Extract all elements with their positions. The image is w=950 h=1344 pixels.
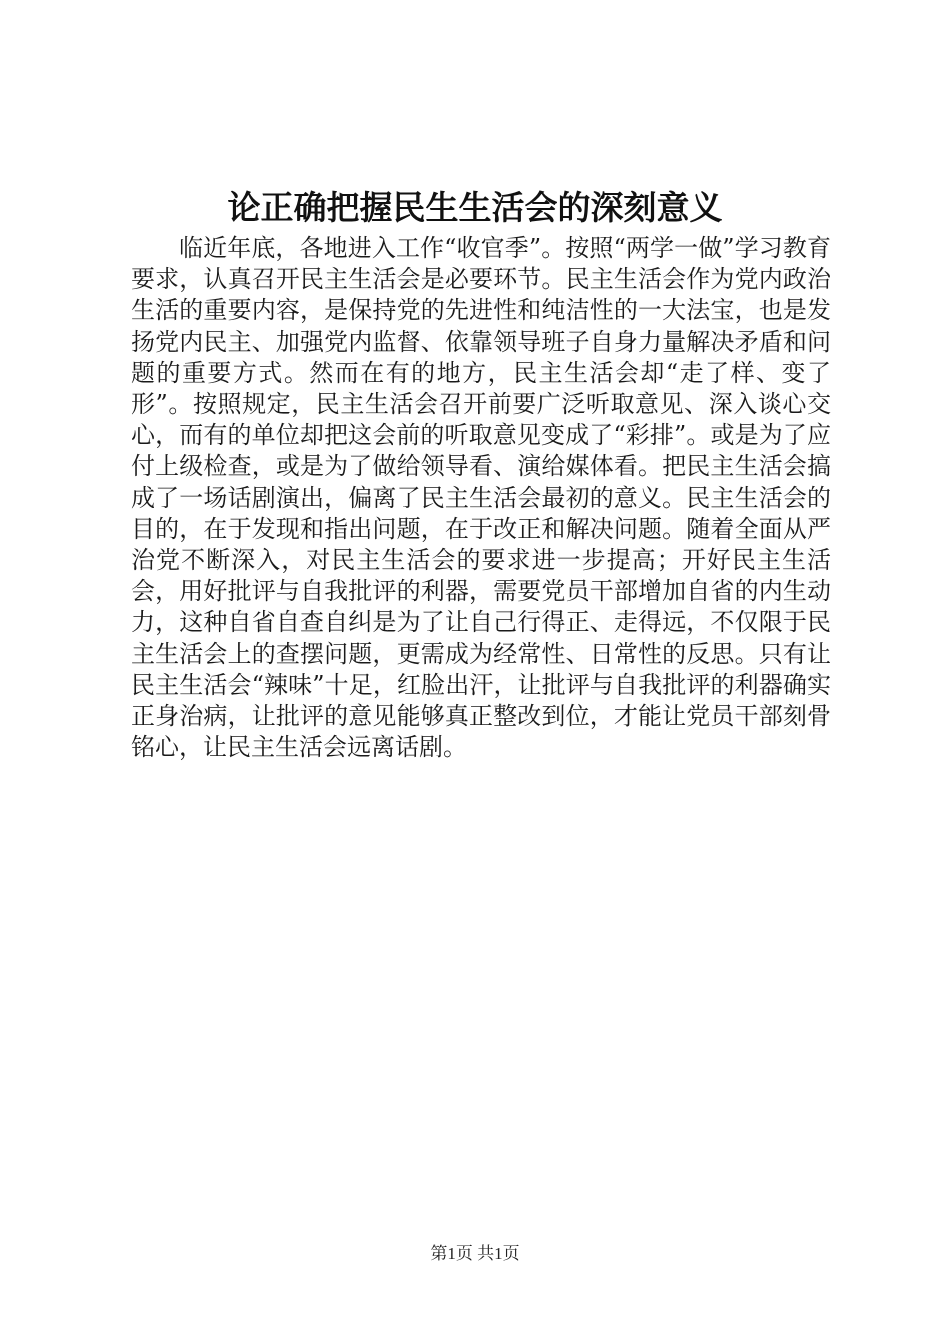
- document-title: 论正确把握民生生活会的深刻意义: [227, 188, 723, 227]
- page-footer: 第1页 共1页: [430, 1244, 520, 1263]
- body-paragraph: 临近年底，各地进入工作“收官季”。按照“两学一做”学习教育要求，认真召开民主生活会是必要环节。民主生活会作为党内政治生活的重要内容，是保持党的先进性和纯洁性的一大法宝，也是发扬党内民主、加强党内监督、依靠领导班子自身力量解决矛盾和问题的重要方式。然而在有的地方，民主生活会却“走了样、变了形”。按照规定，民主生活会召开前要广泛听取意见、深入谈心交心，而有的单位却把这会前的听取意见变成了“彩排”。或是为了应付上级检查，或是为了做给领导看、演给媒体看。把民主生活会搞成了一场话剧演出，偏离了民主生活会最初的意义。民主生活会的目的，在于发现和指出问题，在于改正和解决问题。随着全面从严治党不断深入，对民主生活会的要求进一步提高；开好民主生活会，用好批评与自我批评的利器，需要党员干部增加自省的内生动力，这种自省自查自纠是为了让自己行得正、走得远，不仅限于民主生活会上的查摆问题，更需成为经常性、日常性的反思。只有让民主生活会“辣味”十足，红脸出汗，让批评与自我批评的利器确实正身治病，让批评的意见能够真正整改到位，才能让党员干部刻骨铭心，让民主生活会远离话剧。: [131, 234, 831, 762]
